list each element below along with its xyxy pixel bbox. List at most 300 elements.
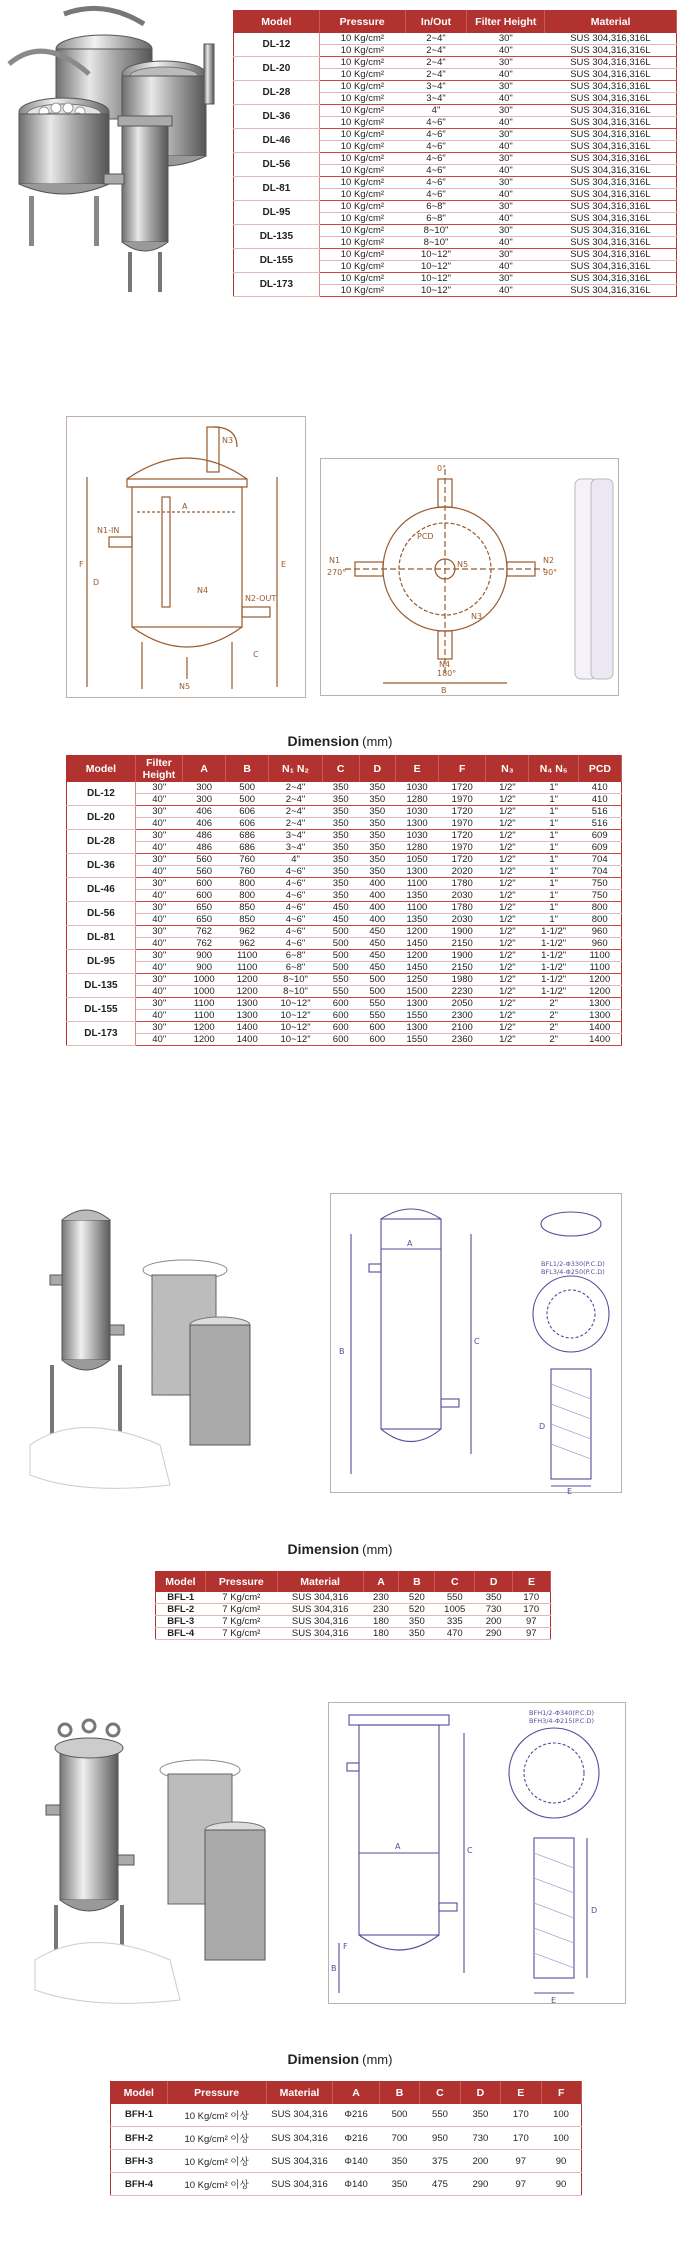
- table-cell: 600: [322, 1021, 359, 1033]
- table-cell: 962: [226, 925, 269, 937]
- col-header: Model: [111, 2082, 168, 2104]
- table-cell: 350: [359, 841, 396, 853]
- table-cell: SUS 304,316,316L: [545, 188, 677, 200]
- table-cell: 230: [363, 1603, 399, 1615]
- drawing-label: E: [567, 1487, 573, 1494]
- table-cell: SUS 304,316,316L: [545, 236, 677, 248]
- drawing-label: N5: [457, 560, 469, 569]
- table-cell: 40": [467, 44, 545, 56]
- table-cell: 4~6": [405, 140, 467, 152]
- table-cell: 1/2": [486, 913, 529, 925]
- table-cell: 10 Kg/cm²: [319, 44, 405, 56]
- table-cell: 600: [322, 1033, 359, 1045]
- dimension-title: Dimension (mm): [287, 2051, 393, 2067]
- table-cell: 7 Kg/cm²: [205, 1592, 277, 1604]
- table-cell: 762: [183, 937, 226, 949]
- table-cell: 1100: [396, 901, 439, 913]
- table-cell: 10 Kg/cm²: [319, 140, 405, 152]
- table-cell: 2030: [439, 889, 486, 901]
- col-header: Model: [156, 1572, 206, 1592]
- table-cell: 10~12": [269, 1033, 323, 1045]
- table-row: [234, 33, 677, 45]
- table-cell: 30": [135, 997, 182, 1009]
- table-cell: 10 Kg/cm²: [319, 176, 405, 188]
- model-cell: BFH-1: [111, 2104, 168, 2127]
- table-cell: 6~8": [269, 961, 323, 973]
- col-header: B: [226, 756, 269, 782]
- table-cell: 450: [359, 925, 396, 937]
- table-row: [67, 865, 622, 877]
- table-cell: 730: [460, 2127, 500, 2150]
- table-cell: SUS 304,316,316L: [545, 80, 677, 92]
- table-cell: 10 Kg/cm²: [319, 272, 405, 284]
- table-cell: 800: [226, 877, 269, 889]
- table-cell: 1/2": [486, 793, 529, 805]
- table-cell: 30": [135, 877, 182, 889]
- drawing-label: A: [407, 1239, 413, 1248]
- table-cell: 7 Kg/cm²: [205, 1615, 277, 1627]
- bfl-spec-table: [155, 1571, 551, 1640]
- table-cell: 3~4": [405, 92, 467, 104]
- table-cell: 1200: [226, 985, 269, 997]
- drawing-label: F: [343, 1942, 348, 1951]
- table-cell: 1/2": [486, 817, 529, 829]
- table-cell: 704: [578, 853, 621, 865]
- table-cell: 2~4": [269, 782, 323, 794]
- table-cell: 10~12": [269, 1009, 323, 1021]
- table-row: [156, 1627, 551, 1639]
- table-cell: 7 Kg/cm²: [205, 1627, 277, 1639]
- table-cell: 10 Kg/cm²: [319, 200, 405, 212]
- table-cell: SUS 304,316: [266, 2173, 333, 2196]
- table-cell: 500: [322, 961, 359, 973]
- table-row: [156, 1615, 551, 1627]
- drawing-label: N4: [197, 586, 209, 595]
- table-cell: 960: [578, 925, 621, 937]
- table-cell: 1": [529, 841, 578, 853]
- table-row: [234, 224, 677, 236]
- table-cell: 520: [399, 1603, 435, 1615]
- table-cell: 350: [359, 817, 396, 829]
- table-cell: 4~6": [269, 937, 323, 949]
- table-cell: 1350: [396, 889, 439, 901]
- table-cell: 40": [467, 68, 545, 80]
- table-cell: 40": [135, 793, 182, 805]
- table-row: [234, 152, 677, 164]
- table-cell: 1400: [226, 1033, 269, 1045]
- col-header: Filter Height: [467, 11, 545, 33]
- table-cell: 2020: [439, 865, 486, 877]
- table-cell: SUS 304,316,316L: [545, 128, 677, 140]
- col-header: N₄ N₅: [529, 756, 578, 782]
- table-cell: 1780: [439, 877, 486, 889]
- table-cell: 10 Kg/cm²: [319, 284, 405, 296]
- table-cell: 4~6": [405, 128, 467, 140]
- col-header: F: [541, 2082, 581, 2104]
- drawing-label: C: [467, 1846, 473, 1855]
- table-cell: 650: [183, 901, 226, 913]
- table-cell: 600: [359, 1033, 396, 1045]
- table-cell: 180: [363, 1615, 399, 1627]
- col-header: Material: [545, 11, 677, 33]
- model-cell: BFH-4: [111, 2173, 168, 2196]
- table-cell: 300: [183, 793, 226, 805]
- table-cell: 686: [226, 829, 269, 841]
- col-header: A: [363, 1572, 399, 1592]
- table-cell: 4~6": [269, 925, 323, 937]
- table-row: [67, 1009, 622, 1021]
- table-row: [67, 1033, 622, 1045]
- table-cell: 606: [226, 817, 269, 829]
- table-cell: 350: [399, 1627, 435, 1639]
- table-cell: 650: [183, 913, 226, 925]
- table-cell: 2100: [439, 1021, 486, 1033]
- table-cell: 10 Kg/cm²: [319, 116, 405, 128]
- table-cell: 350: [322, 853, 359, 865]
- table-cell: 1400: [226, 1021, 269, 1033]
- table-cell: 1720: [439, 829, 486, 841]
- table-cell: 4~6": [269, 901, 323, 913]
- table-cell: 3~4": [405, 80, 467, 92]
- table-cell: 2150: [439, 961, 486, 973]
- table-cell: 2300: [439, 1009, 486, 1021]
- table-cell: 10 Kg/cm² 이상: [167, 2104, 266, 2127]
- table-cell: 1/2": [486, 853, 529, 865]
- table-cell: SUS 304,316,316L: [545, 116, 677, 128]
- table-cell: 290: [460, 2173, 500, 2196]
- table-cell: 486: [183, 841, 226, 853]
- table-cell: 4~6": [405, 116, 467, 128]
- table-cell: 850: [226, 913, 269, 925]
- table-row: [67, 913, 622, 925]
- table-cell: 600: [322, 1009, 359, 1021]
- model-cell: DL-95: [67, 949, 136, 973]
- table-cell: 30": [135, 973, 182, 985]
- table-cell: 1-1/2": [529, 985, 578, 997]
- table-cell: 4~6": [269, 913, 323, 925]
- table-cell: 4~6": [405, 164, 467, 176]
- table-row: [67, 1021, 622, 1033]
- table-cell: 475: [420, 2173, 460, 2196]
- table-cell: Φ140: [333, 2150, 379, 2173]
- model-cell: DL-95: [234, 200, 320, 224]
- table-cell: 300: [183, 782, 226, 794]
- table-cell: 350: [359, 782, 396, 794]
- table-cell: 1/2": [486, 973, 529, 985]
- model-cell: DL-46: [234, 128, 320, 152]
- table-cell: 350: [359, 853, 396, 865]
- table-cell: 200: [475, 1615, 513, 1627]
- table-cell: 500: [359, 985, 396, 997]
- table-cell: 40": [135, 889, 182, 901]
- drawing-label: 180°: [437, 669, 457, 678]
- table-cell: 2050: [439, 997, 486, 1009]
- table-cell: 8~10": [405, 224, 467, 236]
- table-cell: 1000: [183, 985, 226, 997]
- drawing-label: BFH3/4-Φ215(P.C.D): [529, 1717, 595, 1725]
- table-cell: 10 Kg/cm²: [319, 128, 405, 140]
- col-header: N₃: [486, 756, 529, 782]
- table-cell: SUS 304,316: [277, 1615, 363, 1627]
- col-header: B: [379, 2082, 419, 2104]
- table-cell: 1450: [396, 961, 439, 973]
- table-cell: 800: [578, 913, 621, 925]
- table-cell: 1300: [396, 997, 439, 1009]
- table-cell: 10 Kg/cm²: [319, 152, 405, 164]
- table-row: [234, 128, 677, 140]
- col-header: A: [183, 756, 226, 782]
- table-cell: 900: [183, 949, 226, 961]
- table-cell: 1300: [578, 997, 621, 1009]
- table-cell: SUS 304,316: [266, 2150, 333, 2173]
- table-cell: 1-1/2": [529, 937, 578, 949]
- table-cell: 30": [135, 1021, 182, 1033]
- table-cell: 2": [529, 1021, 578, 1033]
- table-cell: 1200: [183, 1021, 226, 1033]
- table-cell: 1": [529, 817, 578, 829]
- table-cell: 350: [322, 782, 359, 794]
- table-cell: 10~12": [405, 260, 467, 272]
- table-cell: 30": [467, 248, 545, 260]
- table-cell: 40": [135, 1009, 182, 1021]
- col-header: Model: [67, 756, 136, 782]
- table-row: [67, 925, 622, 937]
- filter-cartridge-image: [575, 479, 613, 679]
- table-cell: SUS 304,316,316L: [545, 56, 677, 68]
- table-cell: 335: [435, 1615, 475, 1627]
- col-header: Pressure: [205, 1572, 277, 1592]
- table-cell: 100: [541, 2104, 581, 2127]
- dl-spec-table: [233, 10, 677, 297]
- table-cell: 30": [467, 152, 545, 164]
- table-cell: 1200: [183, 1033, 226, 1045]
- table-cell: 1-1/2": [529, 973, 578, 985]
- col-header: D: [475, 1572, 513, 1592]
- table-cell: 10 Kg/cm² 이상: [167, 2127, 266, 2150]
- table-cell: 1-1/2": [529, 925, 578, 937]
- col-header: D: [359, 756, 396, 782]
- table-cell: SUS 304,316: [266, 2127, 333, 2150]
- table-cell: SUS 304,316: [277, 1592, 363, 1604]
- table-cell: 4~6": [405, 152, 467, 164]
- table-cell: 10~12": [405, 284, 467, 296]
- table-row: [111, 2104, 582, 2127]
- table-cell: 1970: [439, 841, 486, 853]
- bfl-drawing: [330, 1193, 622, 1493]
- table-cell: 170: [501, 2127, 541, 2150]
- drawing-label: PCD: [417, 532, 434, 541]
- table-body: [111, 2104, 582, 2196]
- table-row: [67, 949, 622, 961]
- col-header: F: [439, 756, 486, 782]
- table-cell: 550: [359, 1009, 396, 1021]
- table-cell: 762: [183, 925, 226, 937]
- table-cell: 600: [322, 997, 359, 1009]
- table-cell: 30": [467, 224, 545, 236]
- table-cell: 7 Kg/cm²: [205, 1603, 277, 1615]
- table-cell: 750: [578, 877, 621, 889]
- table-cell: 1280: [396, 841, 439, 853]
- table-row: [234, 272, 677, 284]
- table-cell: 40": [467, 92, 545, 104]
- table-cell: 1": [529, 853, 578, 865]
- table-cell: 2~4": [405, 68, 467, 80]
- table-cell: 1900: [439, 925, 486, 937]
- table-cell: 2~4": [269, 817, 323, 829]
- table-cell: 500: [226, 782, 269, 794]
- table-cell: 40": [467, 236, 545, 248]
- table-cell: SUS 304,316,316L: [545, 44, 677, 56]
- table-cell: 1300: [396, 1021, 439, 1033]
- table-cell: 2030: [439, 913, 486, 925]
- table-cell: 4~6": [269, 877, 323, 889]
- table-cell: 90: [541, 2173, 581, 2196]
- table-cell: 1/2": [486, 985, 529, 997]
- table-cell: 3~4": [269, 829, 323, 841]
- drawing-label: B: [441, 686, 447, 695]
- col-header: Pressure: [319, 11, 405, 33]
- table-cell: 450: [359, 949, 396, 961]
- table-cell: 1/2": [486, 782, 529, 794]
- drawing-label: A: [395, 1842, 401, 1851]
- table-cell: 1200: [578, 973, 621, 985]
- table-cell: 1-1/2": [529, 949, 578, 961]
- table-cell: 10 Kg/cm² 이상: [167, 2173, 266, 2196]
- model-cell: DL-135: [67, 973, 136, 997]
- table-cell: 350: [322, 841, 359, 853]
- table-cell: 30": [135, 782, 182, 794]
- table-cell: 40": [135, 817, 182, 829]
- table-cell: 1030: [396, 782, 439, 794]
- drawing-label: D: [591, 1906, 598, 1915]
- drawing-label: 90°: [543, 568, 558, 577]
- table-cell: 40": [467, 188, 545, 200]
- table-cell: 8~10": [269, 985, 323, 997]
- table-cell: 704: [578, 865, 621, 877]
- table-cell: 1980: [439, 973, 486, 985]
- table-cell: 1": [529, 901, 578, 913]
- table-cell: 1": [529, 829, 578, 841]
- table-cell: 950: [420, 2127, 460, 2150]
- drawing-label: E: [281, 560, 287, 569]
- table-cell: 1550: [396, 1009, 439, 1021]
- table-cell: 1": [529, 793, 578, 805]
- table-cell: 550: [359, 997, 396, 1009]
- table-cell: 1900: [439, 949, 486, 961]
- table-cell: 1720: [439, 805, 486, 817]
- col-header: A: [333, 2082, 379, 2104]
- table-cell: 1300: [396, 865, 439, 877]
- table-cell: SUS 304,316: [266, 2104, 333, 2127]
- table-cell: SUS 304,316,316L: [545, 212, 677, 224]
- table-cell: 30": [135, 949, 182, 961]
- table-cell: 40": [135, 985, 182, 997]
- drawing-label: N2-OUT: [245, 594, 277, 603]
- table-cell: 2230: [439, 985, 486, 997]
- drawing-label: F: [79, 560, 84, 569]
- table-cell: 1970: [439, 793, 486, 805]
- table-cell: 550: [420, 2104, 460, 2127]
- table-row: [67, 997, 622, 1009]
- col-header: C: [322, 756, 359, 782]
- table-cell: 40": [467, 164, 545, 176]
- model-cell: DL-12: [234, 33, 320, 57]
- table-cell: 520: [399, 1592, 435, 1604]
- table-cell: 10~12": [405, 272, 467, 284]
- table-cell: 170: [513, 1603, 551, 1615]
- table-cell: 1200: [226, 973, 269, 985]
- table-cell: 10 Kg/cm²: [319, 68, 405, 80]
- table-cell: 10 Kg/cm²: [319, 260, 405, 272]
- table-cell: 350: [359, 829, 396, 841]
- table-cell: 730: [475, 1603, 513, 1615]
- table-row: [111, 2127, 582, 2150]
- table-cell: SUS 304,316,316L: [545, 68, 677, 80]
- table-cell: 1780: [439, 901, 486, 913]
- table-cell: 1": [529, 782, 578, 794]
- dimension-title: Dimension (mm): [287, 1541, 393, 1557]
- table-cell: 40": [135, 1033, 182, 1045]
- model-cell: DL-36: [67, 853, 136, 877]
- table-cell: SUS 304,316,316L: [545, 284, 677, 296]
- table-cell: 350: [322, 793, 359, 805]
- table-cell: 500: [226, 793, 269, 805]
- drawing-label: N1: [329, 556, 341, 565]
- table-cell: SUS 304,316,316L: [545, 164, 677, 176]
- table-cell: 500: [379, 2104, 419, 2127]
- drawing-label: C: [253, 650, 259, 659]
- table-cell: SUS 304,316,316L: [545, 224, 677, 236]
- drawing-label: E: [551, 1996, 557, 2005]
- table-row: [67, 961, 622, 973]
- table-row: [234, 176, 677, 188]
- table-row: [67, 805, 622, 817]
- table-cell: 700: [379, 2127, 419, 2150]
- table-cell: 600: [183, 889, 226, 901]
- table-cell: 10~12": [269, 1021, 323, 1033]
- col-header: Pressure: [167, 2082, 266, 2104]
- table-cell: 8~10": [269, 973, 323, 985]
- model-cell: DL-46: [67, 877, 136, 901]
- table-cell: 30": [467, 33, 545, 45]
- table-cell: 470: [435, 1627, 475, 1639]
- table-cell: 1/2": [486, 1021, 529, 1033]
- table-cell: 1/2": [486, 997, 529, 1009]
- table-cell: 1720: [439, 853, 486, 865]
- table-cell: 350: [359, 793, 396, 805]
- table-cell: 40": [135, 961, 182, 973]
- table-cell: 4~6": [269, 865, 323, 877]
- col-header: E: [501, 2082, 541, 2104]
- table-cell: 4~6": [269, 889, 323, 901]
- table-cell: 90: [541, 2150, 581, 2173]
- table-cell: 10 Kg/cm²: [319, 104, 405, 116]
- table-cell: 10 Kg/cm²: [319, 224, 405, 236]
- table-cell: 1000: [183, 973, 226, 985]
- table-row: [67, 793, 622, 805]
- drawing-label: N1-IN: [97, 526, 120, 535]
- table-cell: 8~10": [405, 236, 467, 248]
- table-cell: 1280: [396, 793, 439, 805]
- table-cell: 400: [359, 913, 396, 925]
- model-cell: DL-28: [67, 829, 136, 853]
- table-cell: 350: [322, 817, 359, 829]
- table-cell: 1400: [578, 1021, 621, 1033]
- table-row: [234, 104, 677, 116]
- table-cell: 406: [183, 805, 226, 817]
- table-cell: 6~8": [405, 200, 467, 212]
- table-cell: 1/2": [486, 1033, 529, 1045]
